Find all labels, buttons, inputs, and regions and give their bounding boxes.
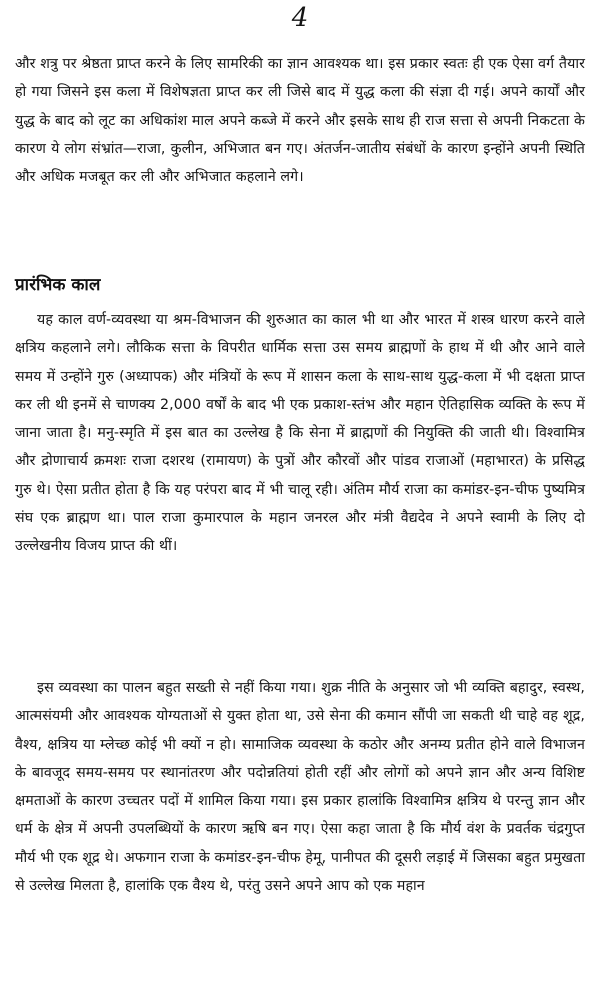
paragraph-system-practice: इस व्यवस्था का पालन बहुत सख्ती से नहीं किया गया। शुक्र नीति के अनुसार जो भी व्यक्ति बहादुर, स्वस्थ, आत्मसंयमी और आवश्यक योग्यताओं से युक्त होता था, उसे सेना की कमान सौंपी जा सकती थी चाहे वह शूद्र, वैश्य, क्षत्रिय या म्लेच्छ कोई भी क्यों न हो। सामाजिक व्यवस्था के कठोर और अनम्य प्रतीत होने वाले विभाजन के बावजूद समय-समय पर स्थानांतरण और पदोन्नतियां होती रहीं और लोगों को अपने ज्ञान और अन्य विशिष्ट क्षमताओं के कारण उच्चतर पदों में शामिल किया गया। इस प्रकार हालांकि विश्वामित्र क्षत्रिय थे परन्तु ज्ञान और धर्म के क्षेत्र में अपनी उपलब्धियों के कारण ऋषि बन गए। ऐसा कहा जाता है कि मौर्य वंश के प्रवर्तक चंद्रगुप्त मौर्य भी एक शूद्र थे। अफगान राजा के कमांडर-इन-चीफ हेमू, पानीपत की दूसरी लड़ाई में जिसका बहुत प्रमुखता से उल्लेख मिलता है, हालांकि एक वैश्य थे, परंतु उसने अपने आप को एक महान [15, 680, 585, 895]
paragraph-intro: और शत्रु पर श्रेष्ठता प्राप्त करने के लिए सामरिकी का ज्ञान आवश्यक था। इस प्रकार स्वतः ही एक ऐसा वर्ग तैयार हो गया जिसने इस कला में विशेषज्ञता प्राप्त कर ली जिसे बाद में युद्ध कला की संज्ञा दी गई। अपने कार्यों और युद्ध के बाद को लूट का अधिकांश माल अपने कब्जे में करने और इसके साथ ही राज सत्ता से अपनी निकटता के कारण ये लोग संभ्रांत—राजा, कुलीन, अभिजात बन गए। अंतर्जन-जातीय संबंधों के कारण इन्होंने अपनी स्थिति और अधिक मजबूत कर ली और अभिजात कहलाने लगे। [15, 56, 585, 186]
paragraph-early-period: यह काल वर्ण-व्यवस्था या श्रम-विभाजन की शुरुआत का काल भी था और भारत में शस्त्र धारण करने वाले क्षत्रिय कहलाने लगे। लौकिक सत्ता के विपरीत धार्मिक सत्ता उस समय ब्राह्मणों के हाथ में थी और आने वाले समय में उन्होंने गुरु (अध्यापक) और मंत्रियों के रूप में शासन कला के साथ-साथ युद्ध-कला में भी दक्षता प्राप्त कर ली थी इनमें से चाणक्य 2,000 वर्षों के बाद भी एक प्रकाश-स्तंभ और महान ऐतिहासिक व्यक्ति के रूप में जाना जाता है। मनु-स्मृति में इस बात का उल्लेख है कि सेना में ब्राह्मणों की नियुक्ति की जाती थी। विश्वामित्र और द्रोणाचार्य क्रमशः राजा दशरथ (रामायण) के पुत्रों और कौरवों और पांडव राजाओं (महाभारत) के प्रसिद्ध गुरु थे। ऐसा प्रतीत होता है कि यह परंपरा बाद में भी चालू रही। अंतिम मौर्य राजा का कमांडर-इन-चीफ पुष्यमित्र संघ एक ब्राह्मण था। पाल राजा कुमारपाल के महान जनरल और मंत्री वैद्यदेव ने अपने स्वामी के लिए दो उल्लेखनीय विजय प्राप्त की थीं। [15, 312, 585, 555]
section-heading: प्रारंभिक काल [15, 275, 101, 295]
page-number: 4 [291, 3, 309, 33]
